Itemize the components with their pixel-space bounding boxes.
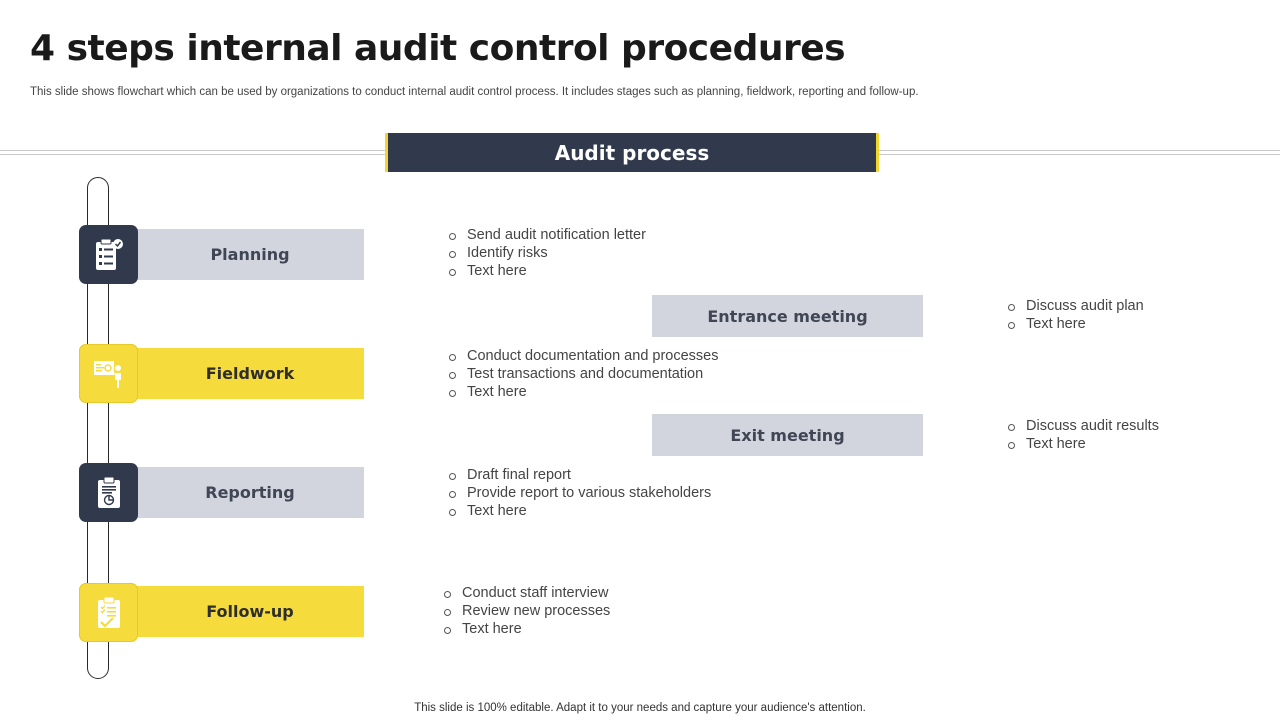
audit-process-header <box>385 133 879 172</box>
step-label: Fieldwork <box>205 364 295 383</box>
entrance-meeting-box <box>652 295 923 337</box>
step-fieldwork <box>136 348 364 399</box>
approved-clipboard-icon <box>79 583 138 642</box>
step-label: Follow-up <box>206 602 294 621</box>
follow-up-bullets <box>442 585 610 638</box>
list-item: Discuss audit plan <box>1006 298 1144 316</box>
list-item: Text here <box>447 263 646 281</box>
step-reporting <box>136 467 364 518</box>
exit-meeting-bullets <box>1006 418 1159 454</box>
header-label: Audit process <box>554 140 710 165</box>
exit-meeting-box <box>652 414 923 456</box>
page-title: 4 steps internal audit control procedures <box>30 28 846 69</box>
list-item: Text here <box>447 503 711 521</box>
list-item: Text here <box>1006 316 1144 334</box>
list-item: Text here <box>442 621 610 639</box>
planning-bullets <box>447 227 646 280</box>
list-item: Text here <box>447 384 719 402</box>
list-item: Text here <box>1006 436 1159 454</box>
list-item: Test transactions and documentation <box>447 366 719 384</box>
reporting-bullets <box>447 467 711 520</box>
list-item: Discuss audit results <box>1006 418 1159 436</box>
list-item: Draft final report <box>447 467 711 485</box>
presentation-icon <box>79 344 138 403</box>
meeting-label: Exit meeting <box>730 425 845 445</box>
list-item: Send audit notification letter <box>447 227 646 245</box>
fieldwork-bullets <box>447 348 719 401</box>
checklist-icon <box>79 225 138 284</box>
report-clipboard-icon <box>79 463 138 522</box>
list-item: Conduct staff interview <box>442 585 610 603</box>
entrance-meeting-bullets <box>1006 298 1144 334</box>
list-item: Review new processes <box>442 603 610 621</box>
step-planning <box>136 229 364 280</box>
page-subtitle: This slide shows flowchart which can be used by organizations to conduct internal audit control process. It includes stages such as planning, fieldwork, reporting and follow-up. <box>30 86 919 98</box>
list-item: Conduct documentation and processes <box>447 348 719 366</box>
list-item: Provide report to various stakeholders <box>447 485 711 503</box>
meeting-label: Entrance meeting <box>707 306 868 326</box>
list-item: Identify risks <box>447 245 646 263</box>
step-label: Planning <box>210 245 290 264</box>
step-label: Reporting <box>205 483 295 502</box>
step-follow-up <box>136 586 364 637</box>
footer-note: This slide is 100% editable. Adapt it to your needs and capture your audience's attention. <box>414 702 866 714</box>
